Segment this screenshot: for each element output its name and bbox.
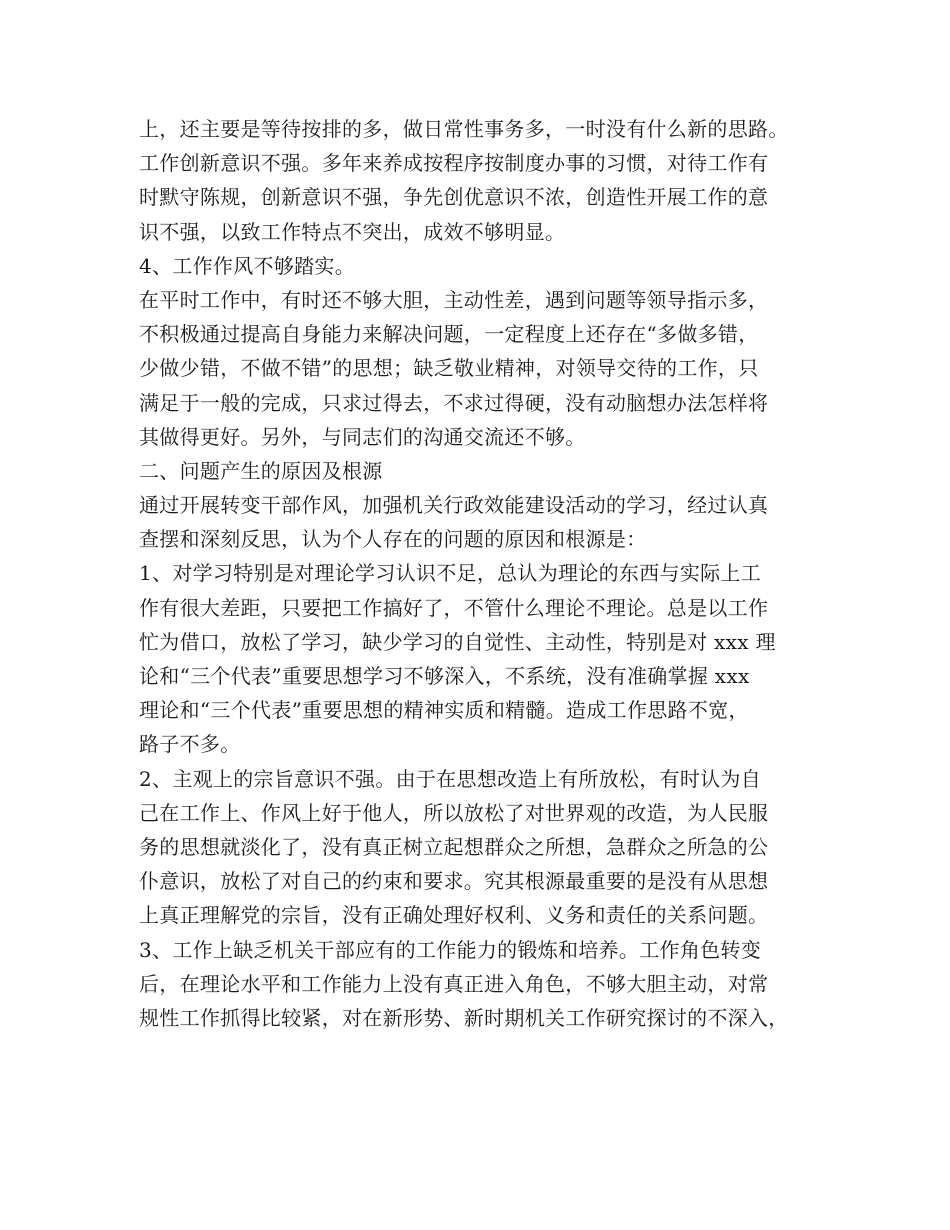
text-line: 3、工作上缺乏机关干部应有的工作能力的锻炼和培养。工作角色转变 [139,937,762,962]
text-line: 不积极通过提高自身能力来解决问题，一定程度上还存在“多做多错， [139,322,759,347]
text-line: 满足于一般的完成，只求过得去，不求过得硬，没有动脑想办法怎样将 [139,390,769,415]
text-line: 识不强，以致工作特点不突出，成效不够明显。 [139,219,566,244]
section-heading: 4、工作作风不够踏实。 [139,253,356,278]
text-line: 其做得更好。另外，与同志们的沟通交流还不够。 [139,424,586,449]
text-line: 作有很大差距，只要把工作搞好了，不管什么理论不理论。总是以工作 [139,595,769,620]
text-line: 上，还主要是等待按排的多，做日常性事务多，一时没有什么新的思路。 [139,117,789,141]
text-line: 1、对学习特别是对理论学习认识不足，总认为理论的东西与实际上工 [139,561,762,586]
section-heading: 二、问题产生的原因及根源 [139,458,383,483]
text-line: 少做少错，不做不错”的思想；缺乏敬业精神，对领导交待的工作，只 [139,356,759,381]
text-line: 务的思想就淡化了，没有真正树立起想群众之所想，急群众之所急的公 [139,834,769,859]
text-line: 论和“三个代表”重要思想学习不够深入，不系统，没有准确掌握 xxx [139,664,750,688]
text-line: 规性工作抓得比较紧，对在新形势、新时期机关工作研究探讨的不深入， [139,1005,789,1030]
text-line: 己在工作上、作风上好于他人，所以放松了对世界观的改造，为人民服 [139,800,769,825]
text-line: 查摆和深刻反思，认为个人存在的问题的原因和根源是： [139,527,647,552]
text-line: 理论和“三个代表”重要思想的精神实质和精髓。造成工作思路不宽， [139,698,749,723]
document-body [139,112,839,1035]
text-line: 在平时工作中，有时还不够大胆，主动性差，遇到问题等领导指示多， [139,287,769,312]
text-line: 路子不多。 [139,732,241,757]
text-line: 工作创新意识不强。多年来养成按程序按制度办事的习惯，对待工作有 [139,151,769,176]
text-line: 2、主观上的宗旨意识不强。由于在思想改造上有所放松，有时认为自 [139,766,762,791]
text-line: 通过开展转变干部作风，加强机关行政效能建设活动的学习，经过认真 [139,493,769,518]
text-line: 忙为借口，放松了学习，缺少学习的自觉性、主动性，特别是对 xxx 理 [139,629,776,654]
text-line: 上真正理解党的宗旨，没有正确处理好权利、义务和责任的关系问题。 [139,903,769,928]
text-line: 时默守陈规，创新意识不强，争先创优意识不浓，创造性开展工作的意 [139,185,769,210]
text-line: 后，在理论水平和工作能力上没有真正进入角色，不够大胆主动，对常 [139,971,769,996]
text-line: 仆意识，放松了对自己的约束和要求。究其根源最重要的是没有从思想 [139,869,769,894]
